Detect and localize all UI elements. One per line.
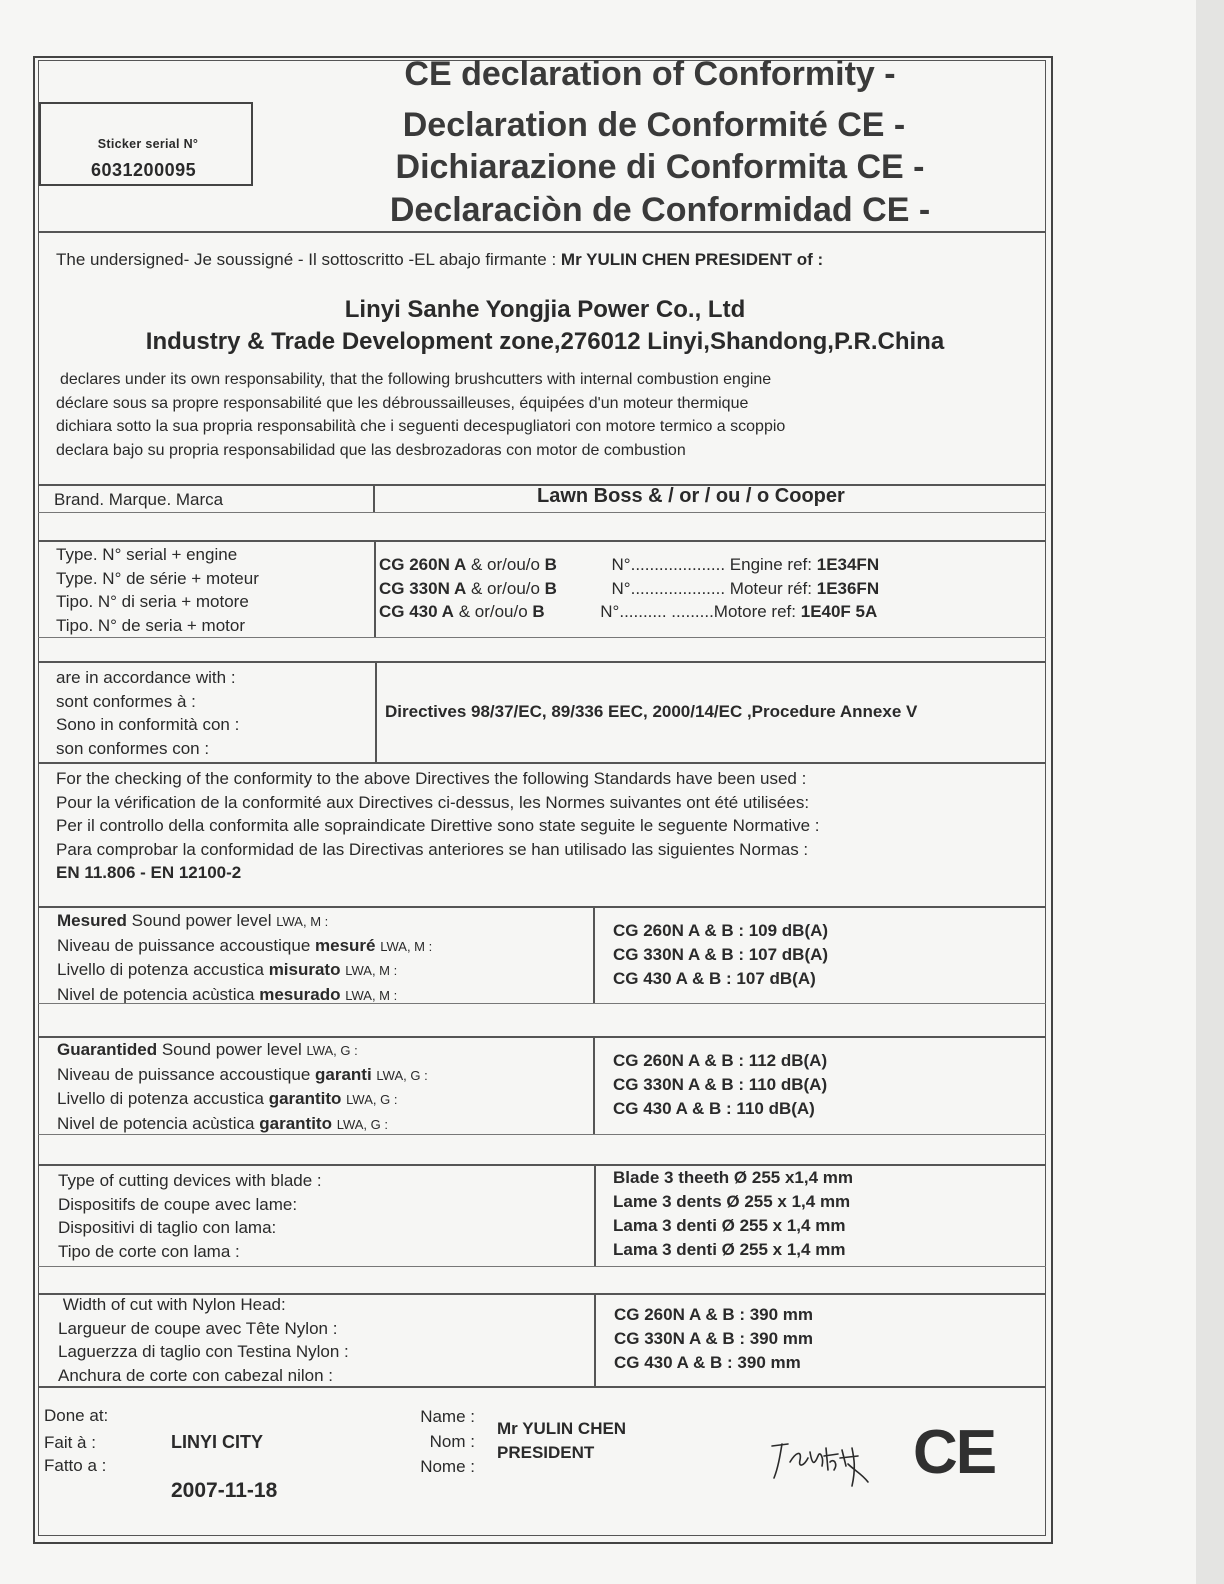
divider-measured-col xyxy=(593,906,595,1003)
measured-value: CG 260N A & B : 109 dB(A) xyxy=(613,921,829,940)
type-model-row: CG 330N A & or/ou/o B xyxy=(379,578,557,598)
guaranteed-label-fr: Niveau de puissance accoustique garanti LWA, G : xyxy=(57,1064,428,1084)
divider-accordance-col xyxy=(375,661,377,762)
done-label-en: Done at: xyxy=(44,1406,109,1425)
sticker-box xyxy=(39,102,253,186)
declares-fr: déclare sous sa propre responsabilité que les débroussailleuses, équipées d'un moteur thermique xyxy=(56,394,749,412)
nylon-label-fr: Largueur de coupe avec Tête Nylon : xyxy=(58,1318,338,1338)
divider-measured-top xyxy=(38,906,1046,908)
divider-title xyxy=(38,231,1046,233)
title-en: CE declaration of Conformity - xyxy=(404,55,896,93)
type-serial-row: N°.................... Moteur réf: 1E36FN xyxy=(611,578,880,598)
nylon-label-es: Anchura de corte con cabezal nilon : xyxy=(58,1365,334,1385)
undersigned-line xyxy=(56,248,823,272)
blade-label-fr: Dispositifs de coupe avec lame: xyxy=(58,1194,298,1214)
name-label-it: Nome : xyxy=(420,1457,475,1476)
blade-value: Lame 3 dents Ø 255 x 1,4 mm xyxy=(613,1192,851,1211)
done-label-fr: Fait à : xyxy=(44,1432,96,1452)
divider-type-col xyxy=(374,540,376,637)
measured-value: CG 430 A & B : 107 dB(A) xyxy=(613,969,816,988)
accordance-label-en: are in accordance with : xyxy=(56,668,236,687)
name-label-fr: Nom : xyxy=(429,1432,475,1451)
done-label-it: Fatto a : xyxy=(44,1456,107,1475)
nylon-labels xyxy=(58,1293,349,1387)
name-label-en: Name : xyxy=(420,1407,475,1426)
divider-blade-top xyxy=(38,1164,1046,1166)
divider-brand-bottom xyxy=(38,512,1046,513)
undersigned-name: Mr YULIN CHEN PRESIDENT of : xyxy=(560,250,824,269)
signature xyxy=(768,1436,876,1492)
blade-labels xyxy=(58,1169,322,1263)
title-es: Declaraciòn de Conformidad CE - xyxy=(389,191,931,229)
guaranteed-value: CG 430 A & B : 110 dB(A) xyxy=(613,1099,815,1118)
measured-label-it: Livello di potenza accustica misurato LWA, M : xyxy=(57,960,398,979)
divider-nylon-col xyxy=(594,1293,596,1386)
accordance-label-es: son conformes con : xyxy=(56,738,210,758)
standards-value: EN 11.806 - EN 12100-2 xyxy=(56,863,242,882)
blade-label-en: Type of cutting devices with blade : xyxy=(58,1171,322,1190)
standards-en: For the checking of the conformity to the above Directives the following Standards have been used : xyxy=(56,769,807,788)
type-model-row: CG 260N A & or/ou/o B xyxy=(379,555,557,574)
company-name: Linyi Sanhe Yongjia Power Co., Ltd xyxy=(344,296,746,323)
type-serial-row: N°.......... .........Motore ref: 1E40F 5A xyxy=(600,602,878,621)
standards-block xyxy=(56,767,820,885)
guaranteed-label-en: Guarantided Sound power level LWA, G : xyxy=(57,1040,358,1059)
name-labels xyxy=(390,1404,475,1479)
declares-en: declares under its own responsability, that the following brushcutters with internal combustion engine xyxy=(60,371,772,388)
nylon-label-it: Laguerzza di taglio con Testina Nylon : xyxy=(58,1342,349,1361)
blade-value: Blade 3 theeth Ø 255 x1,4 mm xyxy=(613,1168,853,1187)
standards-es: Para comprobar la conformidad de las Directivas anteriores se han utilisado las siguientes Normas : xyxy=(56,839,809,859)
sticker-label: Sticker serial N° xyxy=(97,137,199,151)
signoff-city: LINYI CITY xyxy=(171,1432,264,1452)
accordance-labels xyxy=(56,666,239,760)
declares-es: declara bajo su propria responsabilidad que las desbrozadoras con motor de combustion xyxy=(56,441,686,459)
accordance-label-it: Sono in conformità con : xyxy=(56,715,240,734)
divider-type-top xyxy=(38,540,1046,542)
guaranteed-value: CG 260N A & B : 112 dB(A) xyxy=(613,1051,828,1070)
done-labels xyxy=(44,1404,108,1478)
scan-page-edge xyxy=(1196,0,1224,1584)
measured-label-fr: Niveau de puissance accoustique mesuré LWA, M : xyxy=(57,935,433,955)
guaranteed-label-it: Livello di potenza accustica garantito LWA, G : xyxy=(57,1089,398,1108)
nylon-value: CG 260N A & B : 390 mm xyxy=(614,1305,814,1324)
ce-mark: CE xyxy=(913,1418,996,1487)
type-labels xyxy=(56,543,259,637)
type-label-fr: Type. N° de série + moteur xyxy=(56,568,259,588)
accordance-value: Directives 98/37/EC, 89/336 EEC, 2000/14/EC ,Procedure Annexe V xyxy=(385,702,918,721)
declares-it: dichiara sotto la sua propria responsabilità che i seguenti decespugliatori con motore termico a scoppio xyxy=(56,418,786,435)
divider-blade-bottom xyxy=(38,1266,1046,1267)
divider-guaranteed-col xyxy=(593,1036,595,1134)
type-model-row: CG 430 A & or/ou/o B xyxy=(379,602,545,621)
divider-signoff-top xyxy=(38,1386,1046,1388)
measured-label-es: Nivel de potencia acùstica mesurado LWA, M : xyxy=(57,984,398,1004)
blade-values xyxy=(613,1166,853,1262)
company-address: Industry & Trade Development zone,276012 Linyi,Shandong,P.R.China xyxy=(145,328,945,355)
divider-blade-col xyxy=(594,1164,596,1266)
divider-standards-top xyxy=(38,762,1046,764)
measured-labels xyxy=(57,909,432,1007)
type-label-en: Type. N° serial + engine xyxy=(56,545,238,564)
nylon-values xyxy=(614,1303,813,1375)
blade-label-it: Dispositivi di taglio con lama: xyxy=(58,1218,277,1237)
title-it: Dichiarazione di Conformita CE - xyxy=(395,148,925,186)
type-label-it: Tipo. N° di seria + motore xyxy=(56,592,249,611)
standards-it: Per il controllo della conformita alle sopraindicate Direttive sono state seguite le seguente Normative : xyxy=(56,816,820,835)
divider-type-bottom xyxy=(38,637,1046,638)
brand-label: Brand. Marque. Marca xyxy=(54,490,224,509)
standards-fr: Pour la vérification de la conformité aux Directives ci-dessus, les Normes suivantes ont été utilisées: xyxy=(56,792,810,812)
accordance-label-fr: sont conformes à : xyxy=(56,691,196,711)
nylon-value: CG 330N A & B : 390 mm xyxy=(614,1329,814,1348)
blade-value: Lama 3 denti Ø 255 x 1,4 mm xyxy=(613,1240,846,1259)
type-label-es: Tipo. N° de seria + motor xyxy=(56,615,245,635)
divider-accordance-top xyxy=(38,661,1046,663)
signoff-person xyxy=(497,1417,626,1465)
type-serial-row: N°.................... Engine ref: 1E34FN xyxy=(611,555,880,574)
signoff-role: PRESIDENT xyxy=(497,1443,595,1462)
divider-brand-col xyxy=(373,484,375,513)
type-models xyxy=(379,553,557,624)
guaranteed-values xyxy=(613,1049,827,1121)
undersigned-prefix: The undersigned- Je soussigné - Il sottoscritto -EL abajo firmante : xyxy=(56,250,557,269)
blade-value: Lama 3 denti Ø 255 x 1,4 mm xyxy=(613,1216,846,1235)
divider-guaranteed-bottom xyxy=(38,1134,1046,1135)
guaranteed-labels xyxy=(57,1038,428,1136)
type-serials xyxy=(589,553,879,624)
brand-value: Lawn Boss & / or / ou / o Cooper xyxy=(537,485,845,507)
blade-label-es: Tipo de corte con lama : xyxy=(58,1241,240,1261)
signoff-name: Mr YULIN CHEN xyxy=(497,1419,627,1438)
declares-block xyxy=(56,368,785,462)
nylon-value: CG 430 A & B : 390 mm xyxy=(614,1353,801,1372)
nylon-label-en: Width of cut with Nylon Head: xyxy=(58,1295,286,1314)
measured-value: CG 330N A & B : 107 dB(A) xyxy=(613,945,829,964)
guaranteed-label-es: Nivel de potencia acùstica garantito LWA, G : xyxy=(57,1113,388,1133)
signoff-date: 2007-11-18 xyxy=(171,1479,278,1502)
sticker-serial: 6031200095 xyxy=(91,160,197,180)
measured-label-en: Mesured Sound power level LWA, M : xyxy=(57,911,329,930)
measured-values xyxy=(613,919,828,991)
divider-measured-bottom xyxy=(38,1003,1046,1004)
title-fr: Declaration de Conformité CE - xyxy=(402,106,906,144)
guaranteed-value: CG 330N A & B : 110 dB(A) xyxy=(613,1075,828,1094)
